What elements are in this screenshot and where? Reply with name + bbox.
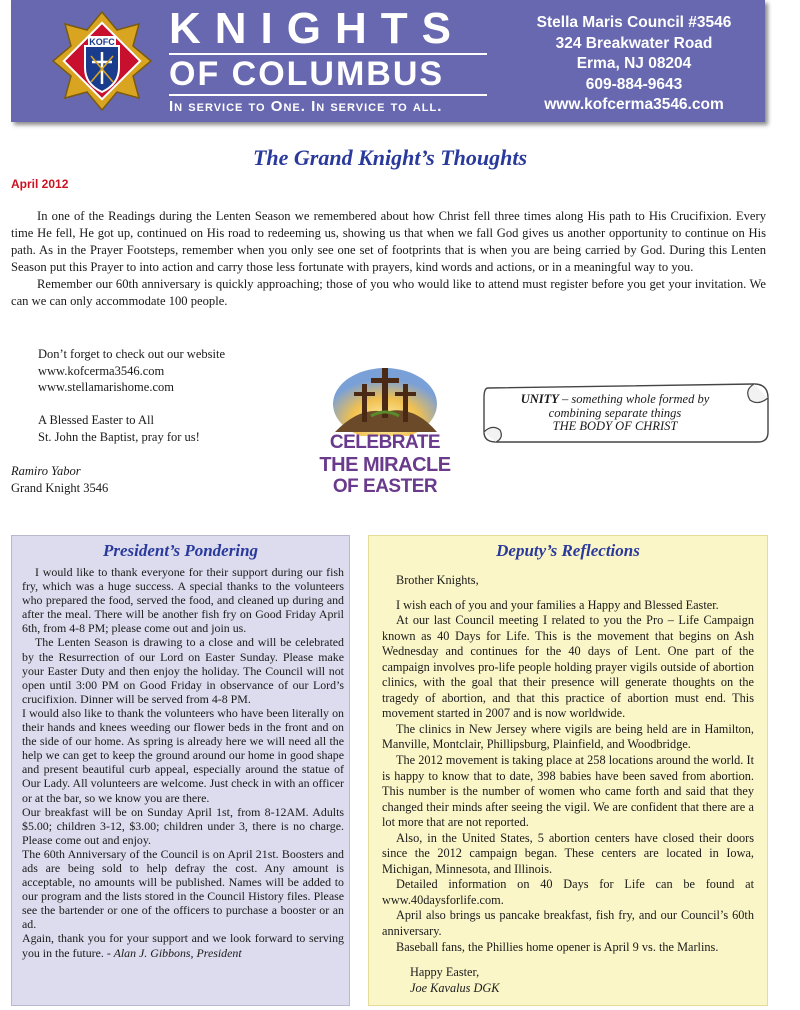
president-paragraph: The Lenten Season is drawing to a close and will be celebrated by the Resurrection of our Lord on Easter Sunday. Please make your Easter Duty and then enjoy the holiday. The Council will not open until 3:00 PM on Good Friday in observance of our Lord’s crucifixion. Dinner will be served from 4-8 PM. — [22, 635, 344, 706]
website-link-home[interactable]: www.stellamarishome.com — [38, 380, 174, 394]
deputy-paragraph: At our last Council meeting I related to you the Pro – Life Campaign known as 40 Days for Life. This is the movement that begins on Ash Wednesday and continues for the 40 days of Lent. One part of the campaign involves pro-life people holding prayer vigils outside of abortion clinics, with the goal that their presence will generate thoughts on the tragedy of abortion, and that this practice of abortion must end. This movement started in 2007 and is now worldwide. — [382, 613, 754, 721]
prayer-line: St. John the Baptist, pray for us! — [38, 429, 200, 444]
deputy-paragraph: The clinics in New Jersey where vigils are being held are in Hamilton, Manville, Montclair, Phillipsburg, Plainfield, and Woodbridge. — [382, 721, 754, 752]
easter-line-3: OF EASTER — [332, 476, 438, 497]
title-knights: KNIGHTS — [169, 4, 465, 53]
grand-knight-signature — [11, 463, 108, 497]
easter-graphic — [305, 356, 465, 498]
emblem-letters: KOFC — [89, 37, 115, 47]
easter-greeting: A Blessed Easter to All — [38, 413, 154, 427]
grand-knight-article — [11, 208, 766, 310]
spacer — [38, 396, 225, 413]
article-paragraph: In one of the Readings during the Lenten Season we remembered about how Christ fell three times along His path to His Crucifixion. Every time He fell, He got up, continued on His road to redeeming us, showing us that when we fall God gives us another opportunity to continue on His path. As in the Prayer Footsteps, remember when you only see one set of footprints that is when you are being carried by God. During this Lenten Season put this Prayer to into action and carry those less fortunate with prayers, kind words and actions, or in a meaningful way to you. — [11, 209, 766, 274]
deputy-signature: Joe Kavalus DGK — [410, 980, 500, 995]
title-rule-lower — [169, 94, 487, 96]
deputy-paragraph: April also brings us pancake breakfast, fish fry, and our Council’s 60th anniversary. — [382, 908, 754, 939]
president-signoff: - Alan J. Gibbons, President — [103, 945, 242, 960]
deputys-reflections-text — [382, 564, 754, 996]
council-website-link[interactable]: www.kofcerma3546.com — [544, 96, 724, 113]
president-closing: Again, thank you for your support and we look forward to serving you in the future. — [22, 931, 344, 960]
deputy-salutation: Brother Knights, — [396, 573, 479, 587]
president-paragraph-closing — [22, 931, 344, 959]
deputy-paragraph: Baseball fans, the Phillies home opener is April 9 vs. the Marlins. — [396, 939, 719, 954]
deputys-reflections-heading: Deputy’s Reflections — [496, 541, 640, 560]
unity-scroll-text — [495, 393, 735, 434]
three-crosses-icon — [305, 356, 465, 436]
presidents-pondering-text — [22, 565, 344, 960]
deputy-paragraph: The 2012 movement is taking place at 258 locations around the world. It is happy to know that to date, 398 babies have been saved from abortion. This number is the number of women who came forth and said that they changed their minds after seeing the vigil. We are confident that there are a lot more that are not reported. — [382, 753, 754, 830]
deputy-closing-line: Happy Easter, — [410, 965, 480, 980]
organization-title — [169, 6, 487, 115]
title-of-columbus: OF COLUMBUS — [169, 55, 445, 93]
president-paragraph: Our breakfast will be on Sunday April 1st, from 8-12AM. Adults $5.00; children 3-12, $3.00; children under 3, there is no charge. Please come out and enjoy. — [22, 804, 344, 847]
deputy-paragraph: Detailed information on 40 Days for Life can be found at www.40daysforlife.com. — [382, 877, 754, 907]
council-street: 324 Breakwater Road — [555, 34, 713, 52]
deputy-paragraph: Also, in the United States, 5 abortion centers have closed their doors since the 2012 campaign began. These centers are located in Iowa, Michigan, Minnesota, and Illinois. — [382, 830, 754, 876]
knights-of-columbus-emblem-icon — [51, 10, 153, 112]
council-phone: 609-884-9643 — [585, 75, 683, 93]
grand-knight-notes — [38, 346, 225, 445]
easter-line-1: CELEBRATE — [329, 432, 441, 453]
council-name: Stella Maris Council #3546 — [536, 14, 732, 31]
presidents-pondering-heading: President’s Pondering — [102, 541, 259, 560]
easter-line-2: THE MIRACLE — [319, 454, 451, 476]
grand-knight-heading: The Grand Knight’s Thoughts — [252, 145, 528, 170]
unity-definition: – something whole formed by combining separate things — [548, 392, 710, 420]
president-paragraph: I would like to thank everyone for their support during our fish fry, which was a huge success. A special thanks to the volunteers who prepared the food, served the food, and cleaned up during and after the meal. There will be another fish fry on Good Friday April 6th, from 4-8 PM; please come out and join us. — [22, 565, 344, 636]
deputys-reflections-box — [368, 535, 768, 1006]
signature-title: Grand Knight 3546 — [11, 481, 109, 495]
website-reminder: Don’t forget to check out our website — [38, 347, 225, 361]
masthead-banner — [11, 0, 765, 122]
presidents-pondering-box — [11, 535, 350, 1006]
unity-word: UNITY — [520, 392, 559, 406]
unity-body-of-christ: THE BODY OF CHRIST — [552, 419, 678, 433]
president-paragraph: I would also like to thank the volunteers who have been literally on their hands and knees weeding our flower beds in the front and on the side of our home. As spring is already here we will need all the help we can get to keep the ground around our home in good shape and present beautiful curb appeal, especially around the statue of Our Lady. All volunteers are welcome. Just check in with an officer or at the bar, so we know you are there. — [22, 705, 344, 805]
deputy-paragraph: I wish each of you and your families a Happy and Blessed Easter. — [396, 597, 719, 612]
article-paragraph: Remember our 60th anniversary is quickly approaching; those of you who would like to attend must register before you get your invitation. We can we can only accommodate 100 people. — [11, 277, 766, 308]
motto: In service to One. In service to all. — [169, 98, 443, 115]
signature-name: Ramiro Yabor — [11, 464, 81, 478]
council-city: Erma, NJ 08204 — [576, 55, 692, 72]
president-paragraph: The 60th Anniversary of the Council is on April 21st. Boosters and ads are being sold to help defray the cost. Any amount is acceptable, no amounts will be published. Names will be added to our program and the lists stored in the Council History files. Please see the bartender or one of the officers to purchase a booster or an ad. — [22, 846, 344, 932]
website-link-council[interactable]: www.kofcerma3546.com — [38, 363, 165, 378]
deputy-closing — [382, 965, 754, 996]
issue-date: April 2012 — [11, 177, 69, 191]
council-contact — [509, 13, 759, 116]
